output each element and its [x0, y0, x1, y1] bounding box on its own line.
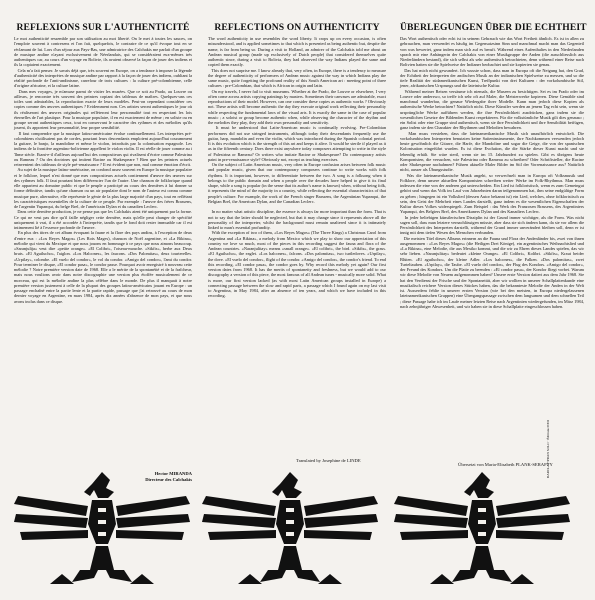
- heading-french: REFLEXIONS SUR L'AUTHENTICITÉ: [16, 22, 190, 33]
- label-code: BARCLAY/PRAN SOLO · Éditions MMI: [546, 420, 550, 478]
- andean-bird-emblem-icon: [198, 466, 383, 594]
- column-english: [208, 22, 386, 466]
- andean-bird-emblem-icon: [10, 466, 195, 594]
- column-french: [14, 22, 192, 483]
- translator-credit-english: Translated by Josephine de LINDE: [296, 458, 361, 463]
- body-text-english: The word authenticity in use resembles the word liberty. It crops up on every occasion, is often misunderstood, and is applied sometimes to that which is presented as being authentic but, despite the name, is far from being so. During a visit to Holland, an admirer of the Calchakis told me about an Andean musical group (made up exclusively of Dutch people) that considered themselves quite authentic since, during a visit to Bolivia, they had observed the way Indians played the same and copied them exactly. This does not surprise me. I know already that, very often, in Europe, there is a tendency to measure the degree of authenticity of performers of Andean music against the way in which Indians play the same music, quite forgetting the profound reality of this South American art : meeting point of three cultures : pre-Colombian, that which is African in origin and latin. On my travels, I never fail to visit museums. Whether at the Prado, the Louvre or elsewhere, I very often come across artists copying paintings by masters. Sometimes their canvases are admirable, exact reproductions of their model. However, can one consider these copies as authentic works ? Obviously not. These artists will become authentic the day they execute original work reflecting their personality while respecting the fundamental laws of the visual arts. It is exactly the same in the case of popular music ; a soloist or group become authentic when, while observing the character of the rhythm and the melodies they play, they add their own personality and sensitivity. It must be understood that Latin-American music is continually evolving. Pre-Colombian performers did not use stringed instruments, although today their descendants frequently use the guitar, harp, mandolin and even the violin, which was introduced during the Spanish colonial period. It is this evolution which is the strength of this art and keeps it alive. It would be sterile if played as it as in the fifteenth century. Does there exist anywhere today composers attempting to write in the style of Palestrina or Rameau? Or writers who imitate Racine or Shakespeare? Do contemporary artists paint in pre-renaissance style? Obviously not, except as teaching exercises. On the subject of Latin American music, very often in Europe confusion arises between folk music and popular music, given that our contemporary composers continue to write works with folk rhythms. It is important, however, to differentiate between the two. A song is a folksong when it belongs to the public domain and when a people over the decades have helped to give it its final shape, while a song is popular (in the sense that its author's name is known) when, without being folk, it represents the mind of the majority in a country, while reflecting the essential characteristics of that people's culture. For example, the work of the French singer Brassens, the Argentinian Yupanqui, the Belgian Brel, the American Dylan, and the Canadian Leclerc. In no matter what artistic discipline, the essence is always far more important than the form. That is not to say that the latter should be neglected, but that it may change since it represents above all the personality of the interpreter, whilst the background must remain unaltered since it is intimately linked to man's essential profundity. With the exception of two of them, «Los Reyes Magos» (The Three Kings) a Christmas Carol from Argentina and «La Bikina», a melody from Mexico which we play to show our appreciation of this country we love so much, most of the pieces in this recording suggest the fauna and flora of the Andean countries. «Naranjulitay» means «small orange». «El colibri», the bird. «Sikfis», the grass. «El Aguilucho», the eaglet. «Los halcones», falcons. «Dos palomitas», two turtledoves. «Urpilay», the dove. «El vuelo del condor», flight of the condor. «Amigo del condor», the condor's friend. To end this recording, «El condor pasa», the condor goes by. Why record this melody yet again? Our first version dates from 1968. It has the merits of spontaneity and freshness, but we would add to our discography a version of this piece, the most famous of all Andean tunes - musically more solid. What is more, our first version lacked (as with most Latin American groups installed in Europe) a connecting passage between the slow and rapid parts, a passage which I found again on my last visit to Argentina, in May 1984, after an absence of ten years, and which we have included in this recording.: [208, 36, 387, 299]
- body-text-german: Das Wort authentisch oder echt ist in seinem Gebrauch wie das Wort Freiheit ähnlich. Es ist in allen zu gebrauchen, man verwendet es häufig im Gegensatzsinn Sinn und manchmal macht man das Gegenteil von was bewertet, ganz indem man sich auf es beruft. Während eines Aufenthaltes in den Niederlanden sprach mir eine Anhängerin der Calchakis von einer Musikgruppe der Anden (die ausschliesslich aus Niederländern bestand), die sich selbst als sehr authentisch betrachteten, denn während einer Reise nach Bolivien hatten sie die Spielweise der Indianer beobachtet und sie kopierten sie genau. Das hat mich nicht gewundert. Ich wusste schon, dass man in Europa oft die Neigung hat, den Grad, der Echtheit der Interpreten der andischen Musik an der indianischen Spielweise zu messen, und so die tiefe Realität der südamerikanischen Kunst, Treffpunkt von drei Kulturen : der vorkolumbische Stil, jener, afrikanischen Ursprungs und die lateinische Kultur. Während meiner Reisen versäume ich niemals, die Museen zu besichtigen. Sei es im Prado oder im Louvre oder anderswo, so treffe ich sehr oft auf Maler, die Meisterwerke kopieren. Diese Gemälde sind manchmal wunderbar, die genaue Wiedergabe ihrer Modelle. Kann man jedoch diese Kopien als authentische Werke betrachten? Natürlich nicht. Diese Künstler werden an jenem Tag echt sein, wenn sie ursprüngliche Werke aufführen werden, die ihre Persönlichkeit ausdrücken, ganz indem sie die wesentlichen Gesetze der Bildenden Kunst respektieren. Für die volkstümliche Musik gilt dies genauso ; ein Solist oder eine Gruppe sind authentisch, wenn sie ihre Persönlichkeit und ihre Sensibilität beifügen, ganz indem sie den Charakter der Rhythmen und Melodien bewahren. Man muss verstehen, dass die lateinamerikanische Musik sich unaufhörlich entwickelt. Die vorkolumbischen Interpreten benutzten keine Saiteninstrumente, ihre Nachkommen verwenden jedoch heute gewöhnlich die Gitarre, die Harfe, die Mandoline und sogar die Geige, die von der spanischen Kolonisation eingeführt wurden. Es ist diese Evolution, die die Stärke dieser Kunst macht und sie lebendig erhält. Sie wäre steril, wenn sie im 15. Jahrhundert zu spielen. Gibt es übrigens heute Komponisten, die versuchen, wie Palestrina oder Rameau zu schreiben? Oder Schriftsteller, die Racine oder Shakespeare nachahmen? Führen aktuelle Maler Bilder im Stil der Vorrenaissance aus? Natürlich nicht, ausser als Übungsstudie. Was die lateinamerikanische Musik angeht, so verwechselt man in Europa oft Volksmusik und Folklore, denn unsere aktuellen Komponisten schreiben weiter Werke im Folk-Rhythmus. Man muss indessen die eine von der anderen gut unterscheiden. Ein Lied ist folkloristisch, wenn es zum Gemeingut gehört und wenn das Volk im Lauf von Jahrzehnten daran teilgenommen hat, ihm seine endgültige Form zu geben ; hingegen ist ein Volkslied (dessen Autor bekannt ist) ein Lied, welches, ohne folkloristisch zu sein, den Geist der Mehrheit eines Landes darstellt, ganz indem es die wesentlichen Eigenschaften der Kultur dieses Volkes widerspiegelt. Zum Beispiel : das Werk des Franzosen Brassens, des Argentiniers Yupanqui, des Belgiers Brel, des Amerikaners Dylan und des Kanadiers Leclerc. In jeder beliebigen künstlerischen Disziplin ist der Grund immer wichtiger, als die Form. Was nicht sagen soll, dass man letztere vernachlässigen müsste, aber dass sie sich ändern kann, da sie vor allem die Persönlichkeit des Interpreten darstellt, während der Grund immer unverändert bleiben soll, denn er ist innig mit dem tiefen Wesen des Menschen verbunden. Die meisten Titel dieses Albums erinnern an die Fauna und Flora der Andenländer bis, zwei von ihnen ausgenommen : «Los Reyes Magos» (die Heiligen Drei Könige), ein argentinisches Weihnachtslied und «La Bikina», eine Melodie, die aus Mexiko kommt, und die wir zu Ehren dieses Landes spielen, das wir sehr lieben. «Naranjulitay» bedeutet «kleine Orange». «El Colibri», Kolibri. «Sikfis», Kraut beider Blüten. «El aguilucho», der kleine Adler. «Los halcones», die Falken. «Dos palomitas», zwei Turteltauben. «Urpilay», die Taube. «El vuelo del condor», der Flug des Kondors. «Amigo del condor», der Freund des Kondors. Um die Platte zu beenden : «El condor pasa», der Kondor fliegt vorbei. Warum wir diese Melodie von Neuem aufgenommen haben? Unsere erste Version datiert aus dem Jahr 1968. Sie hat den Verdienst der Frische und der Spontaneität, aber wir wollten in unserer Schallplattenkunde eine musikalisch reichere Version dieses Stückes haben, das die bekannteste Melodie der Anden in der Welt ist. Ausserdem fehlte in unserer ersten Version (wie bei den meisten, in Europa niedergelassenen lateinamerikanischen Gruppen) eine Übergangspassage zwischen dem langsamen und dem schnellen Teil ; diese Passage habe ich im Laufe meiner letzten Reise nach Argentinien wiedergefunden, im März 1984, nach zehnjähriger Abwesenheit, und wir haben sie in diese Schallplatte eingeschlossen haben.: [400, 36, 585, 309]
- andean-bird-emblem-icon: [390, 466, 575, 594]
- translator-credit-german: Übersetzt von Maria-Elisabeth PLANK-SERAFTY: [458, 462, 553, 467]
- column-german: [400, 22, 587, 456]
- heading-german: ÜBERLEGUNGEN ÜBER DIE ECHTHEIT: [400, 22, 587, 33]
- body-text-french: Le mot authenticité ressemble par son utilisation au mot liberté. On le met à toutes les sauces, on l'emploie souvent à contresens et l'on fait, quelquefois, le contraire de ce qu'il évoque tout en se réclamant de lui. Lors d'un séjour aux Pays-Bas, une admiratrice des Calchakis me parlait d'un groupe de musique andine n'ayant exclusivement de Néerlandais, qui se considéraient eux-mêmes très authentiques car, au cours d'un voyage en Bolivie, ils avaient observé la façon de jouer des indiens et ils la copiaient exactement. Cela m'a fait penser. Je savais déjà que, très souvent en Europe, on a tendance à imposer la légende d'authenticité des interprètes de musique andine par rapport à la façon de jouer des indiens, oubliant la réalité profonde de l'anti-andinisme, carrefour de trois cultures : la culture pré-colombienne, celle d'origine africaine, et la culture latine. Dans mes voyages, je m'amuse parmi de visiter les musées. Que ce soit au Prado, au Louvre ou ailleurs, je rencontre très souvent des peintres copiant des tableaux de maîtres. Quelques-uns ces toiles sont admirables, la reproduction exacte de leurs modèles. Peut-on cependant considérer ces copies comme des œuvres authentiques ? Evidemment non. Ces artistes seront authentiques le jour où ils réaliseront des œuvres originales qui reflèteront leur personnalité tout en respectant les lois éternelles de l'art plastique. Pour la musique populaire, il en est exactement de même ; en soliste ou en groupe seront authentiques ceux, tout en conservant le caractère des rythmes et des mélodies qu'ils jouent, ils apportent leur personnalité, leur propre sensibilité. Il faut comprendre que la musique latino-américaine évolue continuellement. Les interprètes pré-colombiens n'utilisaient pas de cordes, pourtant leurs descendants emploient aujourd'hui couramment la guitare, le banjo, la mandoline et même le violon, introduits par la colonisation espagnole. Les indiens de la frontière argentino-bolivienne appellent le violon violin. Il est réelle de jouer comme au i 'lhme siècle. Etant-e-il d'ailleurs aujourd'hui des compositeurs qui rivalisent d'écrire comme Palestrina ou Rameau ? Ou des doctrines qui imitent Racine ou Shakespeare ? Bien que les peintres actuels reinventent des tableaux de style pré-renaissance ? Il est évident que non, mal comme émotion d'écrit. Au sujet de la musique latino-américaine, on confond assez souvent en Europe la musique populaire et le folklore, lequel n'est donné que mes compositeurs actuels contiennent d'œuvre des œuvres sur des rythmes folk. Il faut pourtant bien différencier l'un de l'autre. Une chanson de folklorique quand elle apparient au domaine public et que le peuple a participé au cours des dernières à lui donner sa forme définitive, tandis qu'une chanson ou un air populaire dont le nom de l'auteur est connu comme musique pure, alternative, elle représente le génie de la plus large majorité d'un pays, tout en reflétant les caractéristiques essentielles de la culture de ce peuple. Par exemple : l'œuvre des frères Brassens, de l'argentin Yupanqui, du belge Brel, de l'américain Dylan et du canadien Leclerc. Dans cette dernière production, je ne pense pas que les Calchakis aient été uniquement par la forme. Ce qui ne veut pas dire qu'il faille négliger cette dernière, mais qu'elle peut changer de spécifité uniquement à vrai, il a été accordée à l'interprète, tandis que le fond doit rester immuable car il est intimement lié à l'essence profonde de l'œuvre. En plus des titres de cet album évoquant la faune et la flore des pays andins, à l'exception de deux d'entre eux : «Los Reyes Magos» (Les Rois Mages), chanson de Noël argentine, et «La Bikina», mélodie qui vient du Mexique et que nous jouons en hommage à ce pays que nous aimons beaucoup. «Saranjulija» veut dire «petite orange». «El Colibri», l'oiseau-mouche. «Sikfis», herbe aux Deux bruts. «El Aguilucho», l'aiglon. «Los Halcones», les faucons. «Dos Palomitas», deux tourterelles. «Urpilay», colombe. «El vuelo del condor», le vol du condor. «Amigo del condor», l'ami du condor. Pour terminer le disque, «El condor pasa», le condor passe. Pourquoi avoir enregistré à nouveau cette mélodie ? Notre première version date de 1968. Elle a le mérite de la spontanéité et de la fraîcheur, mais nous voulions avoir dans notre discographie une version plus étoffée musicalement de ce morceau, qui est la mélodie andine la plus célèbre dans le monde. De plus il manquait à notre première version justement à celle de la plupart des groupes latino-américains jouant en Europe : un passage enchaîné entre la partie lente et la partie rapide, passage que j'ai retrouvé au cours de mon dernier voyage en Argentine, en mars 1984, après dix années d'absence de mon pays, et que nous avons inclus dans ce disque.: [14, 36, 193, 304]
- signature-name: Hector MIRANDA: [154, 471, 192, 476]
- signature-title: Directeur des Calchakis: [145, 477, 192, 483]
- heading-english: REFLECTIONS ON AUTHENTICITY: [214, 22, 380, 33]
